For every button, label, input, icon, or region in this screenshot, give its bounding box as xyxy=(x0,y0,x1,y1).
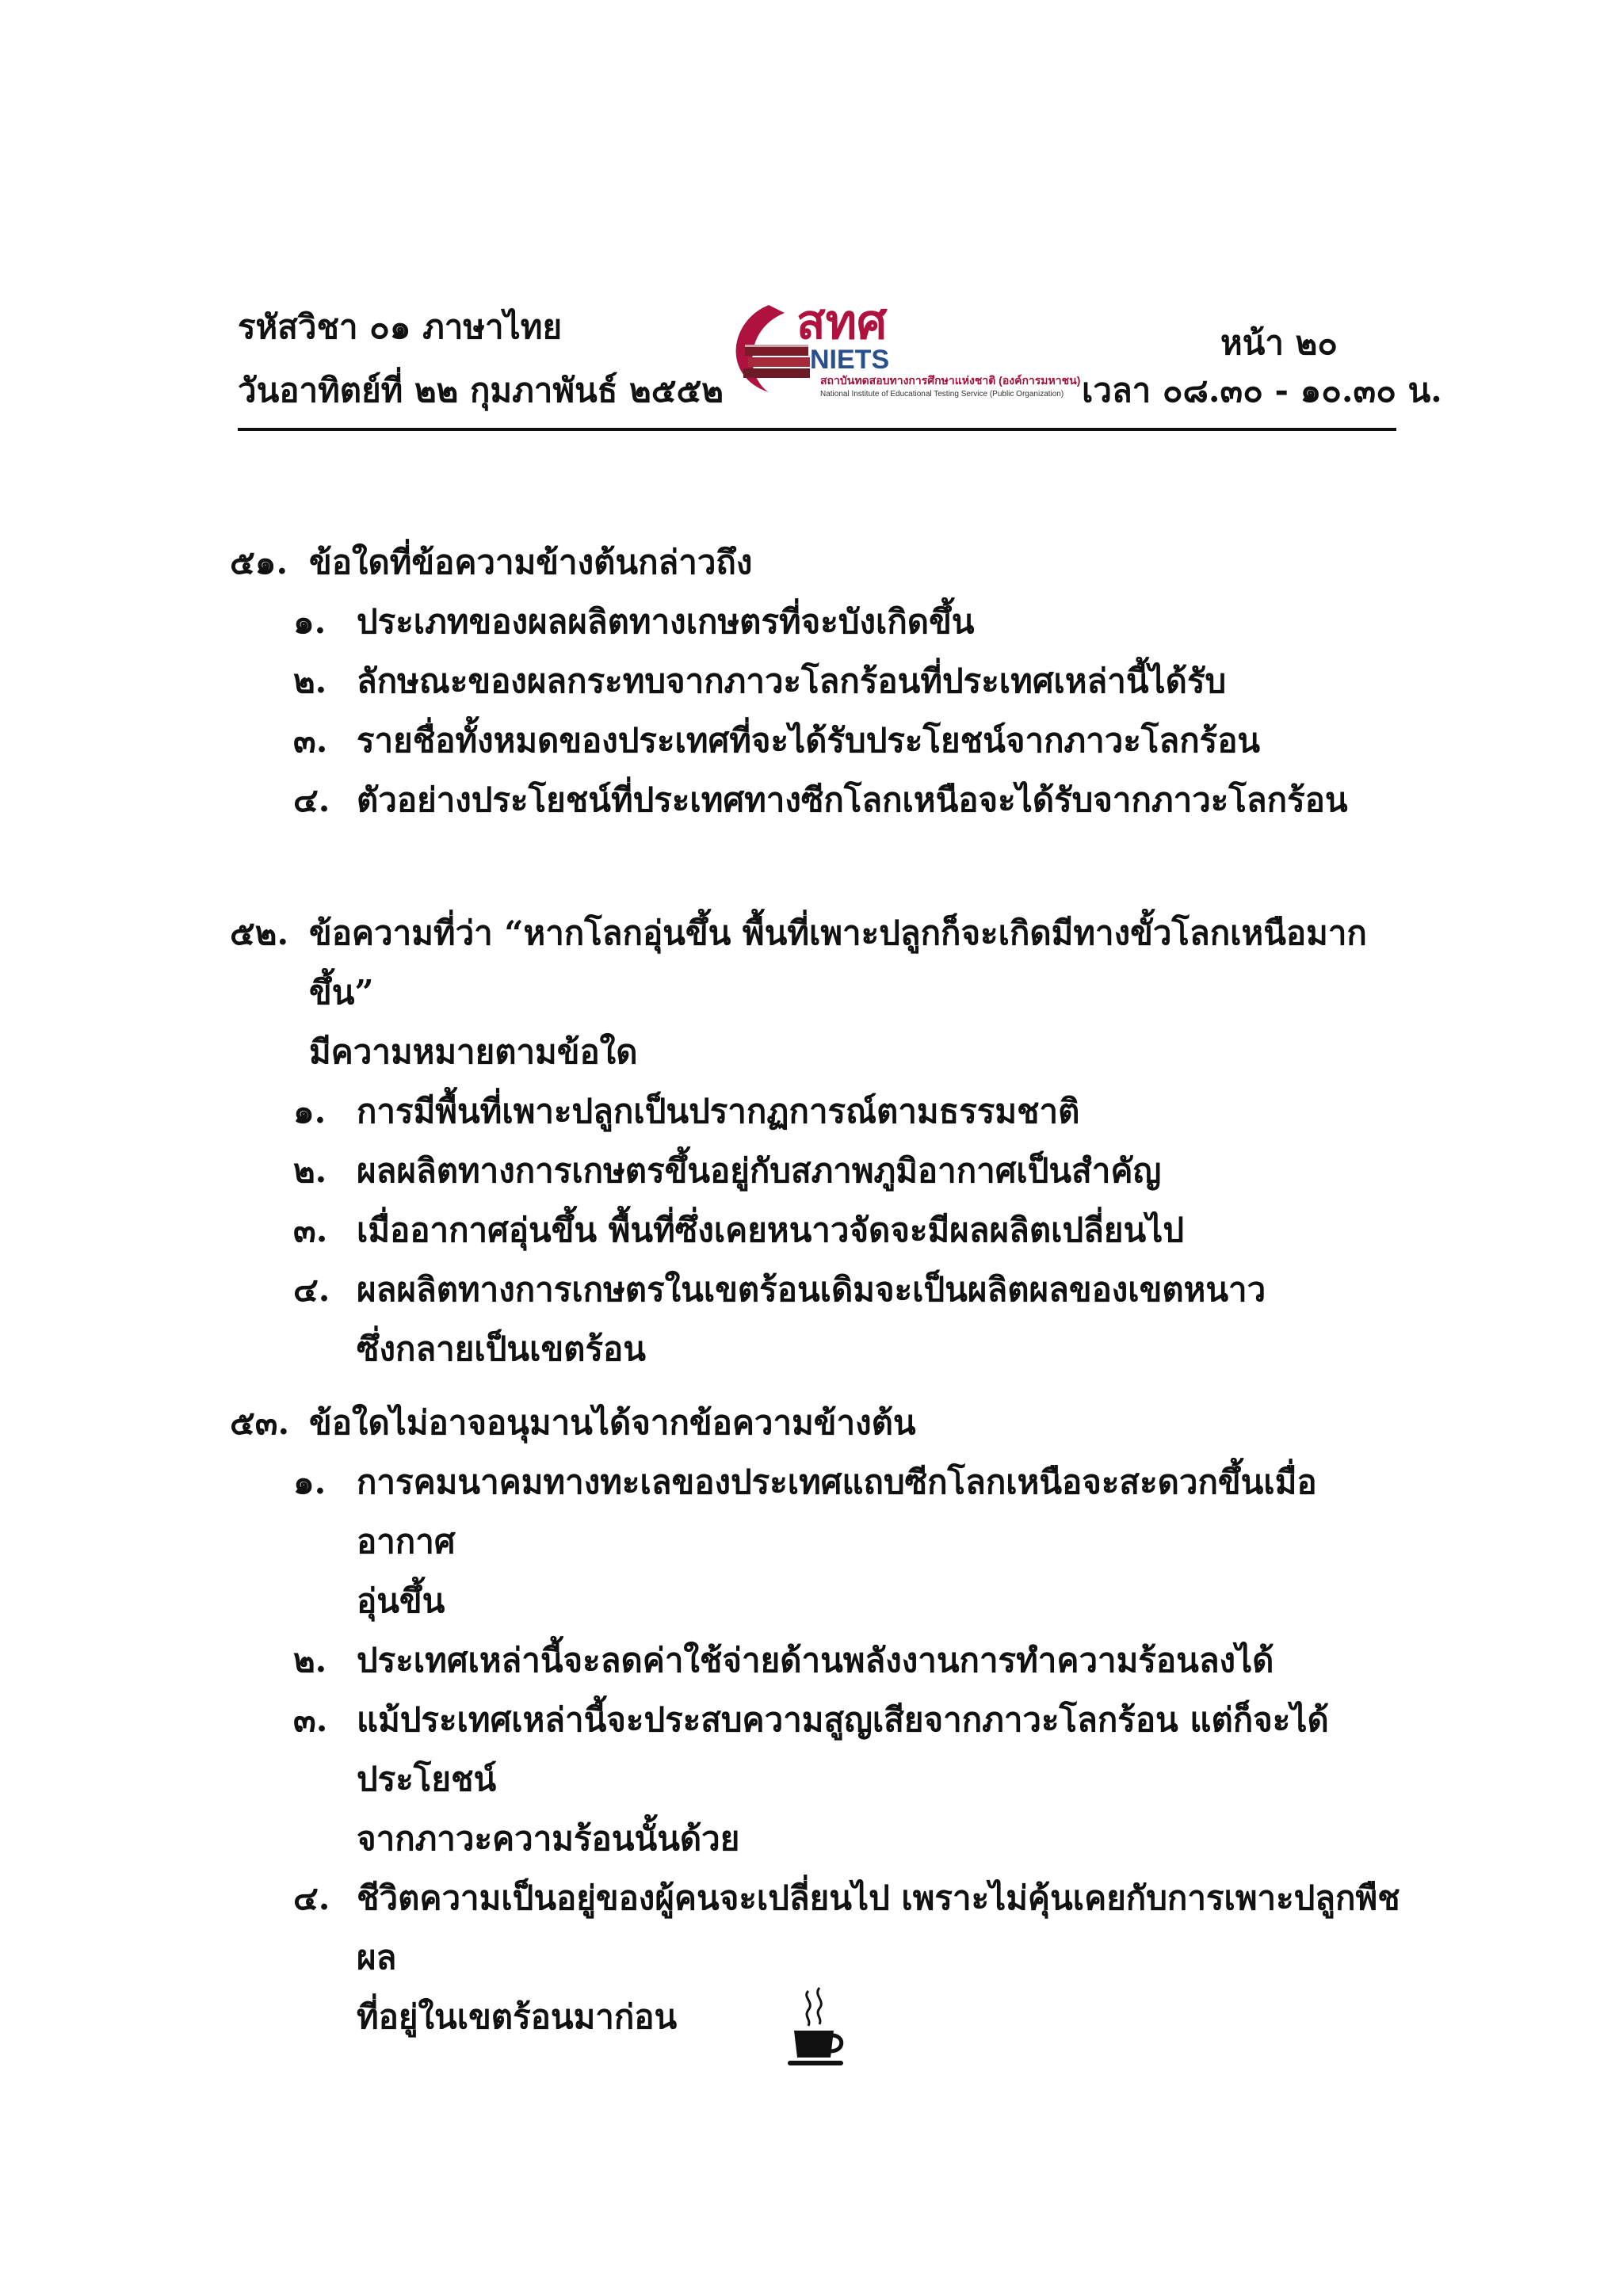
question-51 xyxy=(230,532,1403,830)
header-divider xyxy=(238,428,1396,431)
coffee-cup-icon xyxy=(785,1985,848,2072)
question-stem: ข้อใดที่ข้อความข้างต้นกล่าวถึง xyxy=(309,543,753,582)
option-1: ๑. ประเภทของผลผลิตทางเกษตรที่จะบังเกิดขึ้น xyxy=(293,602,975,641)
question-number: ๕๒. xyxy=(230,913,289,952)
option-3: ๓. เมื่ออากาศอุ่นขึ้น พื้นที่ซึ่งเคยหนาวจัดจะมีผลผลิตเปลี่ยนไป xyxy=(293,1211,1185,1249)
option-3: ๓. รายชื่อทั้งหมดของประเทศที่จะได้รับประโยชน์จากภาวะโลกร้อน xyxy=(293,721,1261,760)
option-3: ๓. แม้ประเทศเหล่านี้จะประสบความสูญเสียจากภาวะโลกร้อน แต่ก็จะได้ประโยชน์ จากภาวะความร้อนนั้นด้วย xyxy=(293,1700,1329,1858)
question-number: ๕๑. xyxy=(230,543,288,582)
option-1: ๑. การมีพื้นที่เพาะปลูกเป็นปรากฏการณ์ตามธรรมชาติ xyxy=(293,1092,1080,1131)
page-number: หน้า ๒๐ xyxy=(1220,323,1338,362)
option-4: ๔. ชีวิตความเป็นอยู่ของผู้คนจะเปลี่ยนไป เพราะไม่คุ้นเคยกับการเพาะปลูกพืชผล ที่อยู่ในเขตร้อนมาก่อน xyxy=(293,1878,1400,2036)
logo-main-text: สทศ xyxy=(796,295,888,350)
question-stem: ข้อความที่ว่า “หากโลกอุ่นขึ้น พื้นที่เพาะปลูกก็จะเกิดมีทางขั้วโลกเหนือมากขึ้น” xyxy=(309,913,1367,1012)
option-4: ๔. ผลผลิตทางการเกษตรในเขตร้อนเดิมจะเป็นผลิตผลของเขตหนาว ซึ่งกลายเป็นเขตร้อน xyxy=(293,1270,1266,1368)
exam-time: เวลา ๐๘.๓๐ - ๑๐.๓๐ น. xyxy=(1082,371,1442,410)
option-2: ๒. ลักษณะของผลกระทบจากภาวะโลกร้อนที่ประเทศเหล่านี้ได้รับ xyxy=(293,662,1227,700)
question-stem-continued: มีความหมายตามข้อใด xyxy=(309,1032,638,1071)
logo-thai-name: สถาบันทดสอบทางการศึกษาแห่งชาติ (องค์การมหาชน) xyxy=(820,374,1081,387)
question-number: ๕๓. xyxy=(230,1403,290,1442)
option-2: ๒. ผลผลิตทางการเกษตรขึ้นอยู่กับสภาพภูมิอากาศเป็นสำคัญ xyxy=(293,1151,1162,1190)
option-4: ๔. ตัวอย่างประโยชน์ที่ประเทศทางซีกโลกเหนือจะได้รับจากภาวะโลกร้อน xyxy=(293,780,1348,819)
question-stem: ข้อใดไม่อาจอนุมานได้จากข้อความข้างต้น xyxy=(309,1403,916,1442)
question-52 xyxy=(230,903,1403,1379)
question-53 xyxy=(230,1393,1403,2046)
exam-date: วันอาทิตย์ที่ ๒๒ กุมภาพันธ์ ๒๕๕๒ xyxy=(238,371,724,410)
logo-caption xyxy=(820,372,1080,399)
subject-code: รหัสวิชา ๐๑ ภาษาไทย xyxy=(238,307,563,346)
option-2: ๒. ประเทศเหล่านี้จะลดค่าใช้จ่ายด้านพลังงานการทำความร้อนลงได้ xyxy=(293,1641,1274,1680)
logo-english-name: National Institute of Educational Testing Service (Public Organization) xyxy=(820,390,1064,399)
logo-abbr: NIETS xyxy=(810,345,890,375)
option-1: ๑. การคมนาคมทางทะเลของประเทศแถบซีกโลกเหนือจะสะดวกขึ้นเมื่ออากาศ อุ่นขึ้น xyxy=(293,1463,1317,1620)
